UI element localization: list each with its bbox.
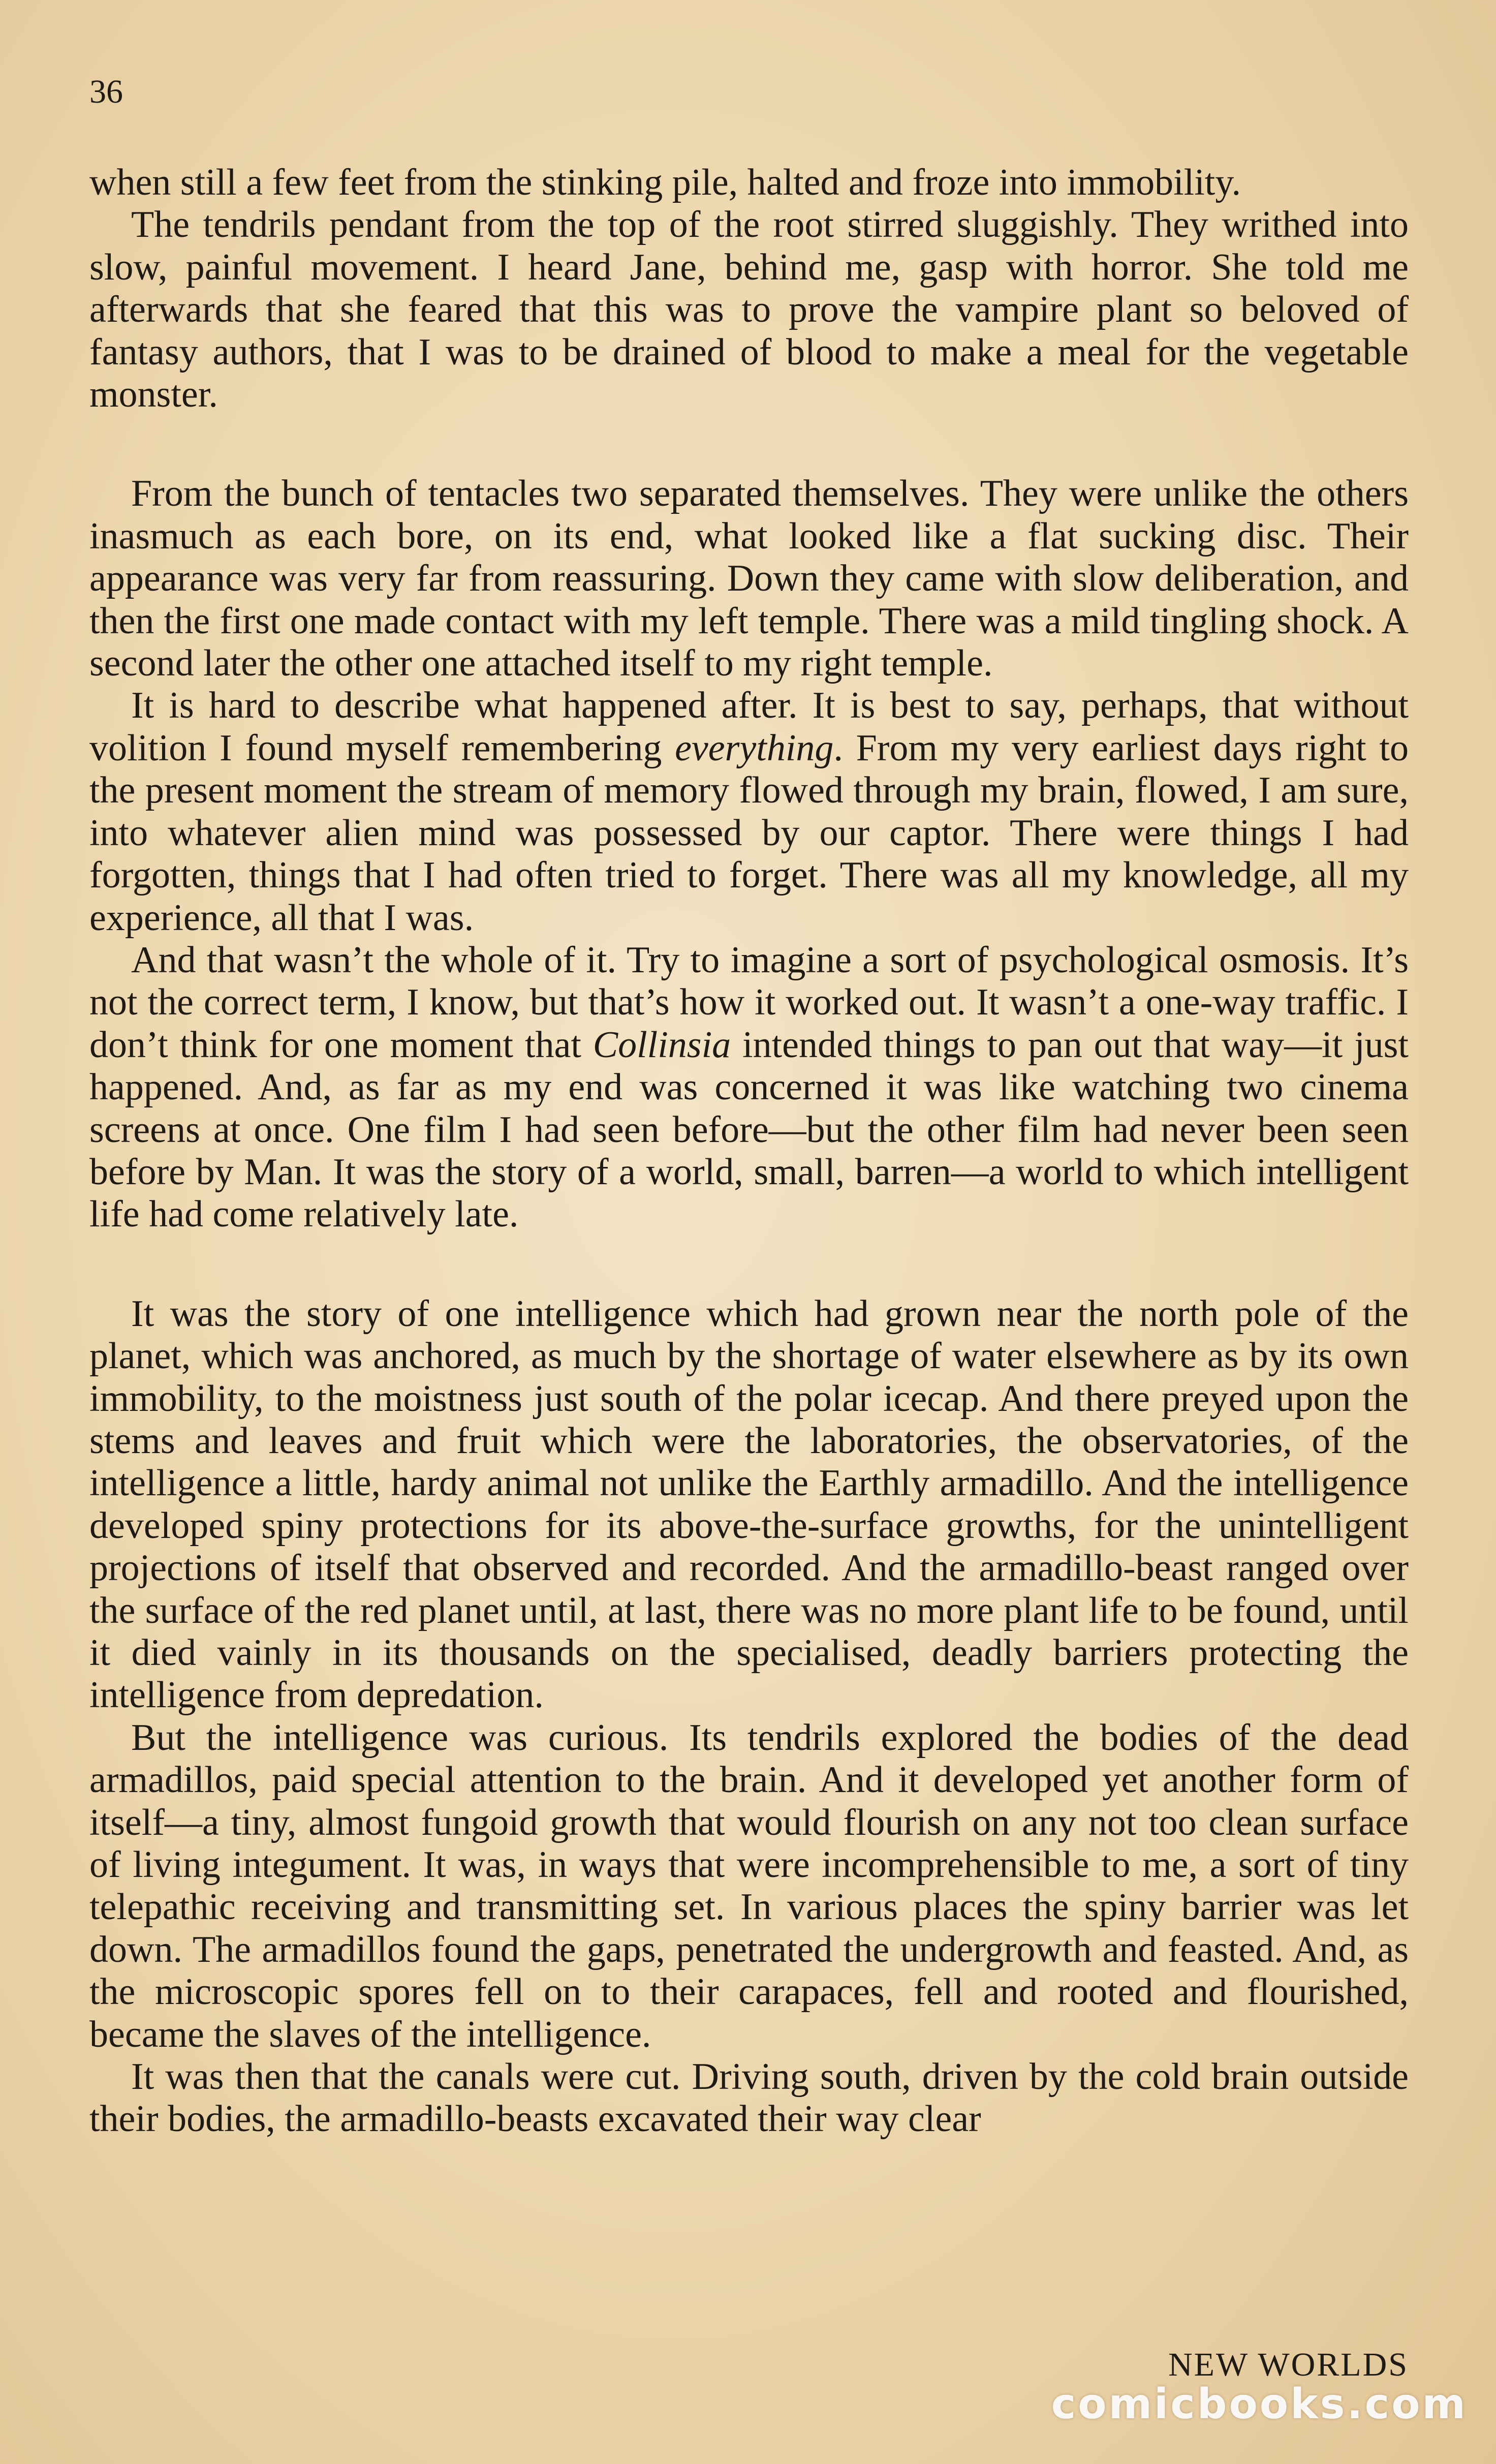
- paragraph-text: But the intelligence was curious. Its tendrils explored the bodies of the dead armadillos, paid special attention to the brain. And it developed yet another form of itself—a tiny, almost fungoid growth that would flourish on any not too clean surface of living integument. It was, in ways that were incomprehensible to me, a sort of tiny telepathic receiving and transmitting set. In various places the spiny barrier was let down. The armadillos found the gaps, penetrated the undergrowth and feasted. And, as the microscopic spores fell on to their carapaces, fell and rooted and flourished, became the slaves of the intelligence.: [89, 1716, 1409, 2055]
- paragraph-text: It was the story of one intelligence which had grown near the north pole of the planet, which was anchored, as much by the shortage of water elsewhere as by its own immobility, to the moistness just south of the polar icecap. And there preyed upon the stems and leaves and fruit which were the laboratories, the observatories, of the intelligence a little, hardy animal not unlike the Earthly armadillo. And the intelligence developed spiny protections for its above-the-surface growths, for the unintelligent projections of itself that observed and recorded. And the armadillo-beast ranged over the surface of the red planet until, at last, there was no more plant life to be found, until it died vainly in its thousands on the specialised, deadly barriers protecting the intelligence from depredation.: [89, 1292, 1409, 1716]
- italic-text: everything: [675, 727, 834, 769]
- page-number: 36: [89, 73, 123, 110]
- paragraph: [89, 473, 1409, 685]
- paragraph: [89, 2056, 1409, 2141]
- paragraph: [89, 685, 1409, 939]
- paragraph-text: From the bunch of tentacles two separated themselves. They were unlike the others inasmuch as each bore, on its end, what looked like a flat sucking disc. Their appearance was very far from reassuring. Down they came with slow deliberation, and then the first one made contact with my left temple. There was a mild tingling shock. A second later the other one attached itself to my right temple.: [89, 473, 1409, 685]
- section-break: [89, 1236, 1409, 1293]
- paragraph-text: when still a few feet from the stinking pile, halted and froze into immobility.: [89, 162, 1241, 203]
- paragraph: [89, 204, 1409, 416]
- paragraph: [89, 162, 1409, 204]
- paragraph-text: It was then that the canals were cut. Driving south, driven by the cold brain outside their bodies, the armadillo-beasts excavated their way clear: [89, 2056, 1409, 2140]
- italic-text: Collinsia: [593, 1024, 731, 1066]
- section-break: [89, 416, 1409, 473]
- text-column: [89, 162, 1409, 2141]
- footer-magazine-title: NEW WORLDS: [1168, 2346, 1409, 2383]
- paragraph-text: It is hard to describe what happened after. It is best to say, perhaps, that without volition I found myself remembering: [89, 685, 1409, 769]
- paragraph-text: And that wasn’t the whole of it. Try to imagine a sort of psychological osmosis. It’s not the correct term, I know, but that’s how it worked out. It wasn’t a one-way traffic. I don’t think for one moment that: [89, 939, 1409, 1066]
- paragraph-text: . From my very earliest days right to the present moment the stream of memory flowed through my brain, flowed, I am sure, into whatever alien mind was possessed by our captor. There were things I had forgotten, things that I had often tried to forget. There was all my knowledge, all my experience, all that I was.: [89, 727, 1409, 939]
- paragraph: [89, 1717, 1409, 2056]
- paragraph: [89, 1293, 1409, 1717]
- paragraph-text: intended things to pan out that way—it just happened. And, as far as my end was concerned it was like watching two cinema screens at once. One film I had seen before—but the other film had never been seen before by Man. It was the story of a world, small, barren—a world to which intelligent life had come relatively late.: [89, 1024, 1409, 1236]
- paragraph: [89, 939, 1409, 1236]
- paragraph-text: The tendrils pendant from the top of the root stirred sluggishly. They writhed into slow, painful movement. I heard Jane, behind me, gasp with horror. She told me afterwards that she feared that this was to prove the vampire plant so beloved of fantasy authors, that I was to be drained of blood to make a meal for the vegetable monster.: [89, 204, 1409, 416]
- watermark: comicbooks.com: [1051, 2380, 1468, 2428]
